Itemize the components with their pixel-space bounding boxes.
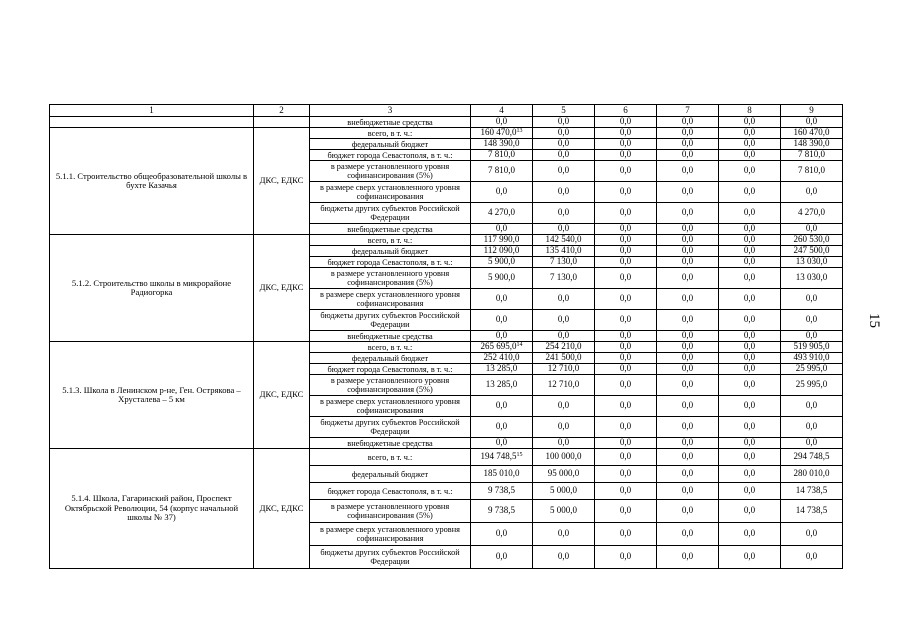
value-cell: 7 810,0: [781, 161, 843, 182]
value-cell: 0,0: [595, 182, 657, 203]
value-cell: 0,0: [657, 396, 719, 417]
value-cell: 160 470,0: [781, 128, 843, 139]
value-cell: 260 530,0: [781, 235, 843, 246]
value-cell: 0,0: [657, 150, 719, 161]
value-cell: 294 748,5: [781, 449, 843, 466]
value-cell: 0,0: [657, 310, 719, 331]
value-cell: 0,0: [533, 203, 595, 224]
value-cell: 0,0: [657, 546, 719, 569]
value-cell: 0,0: [719, 117, 781, 128]
value-cell: 7 810,0: [781, 150, 843, 161]
source-label: бюджет города Севастополя, в т. ч.:: [310, 483, 471, 500]
value-cell: 5 900,0: [471, 257, 533, 268]
value-cell: 14 738,5: [781, 483, 843, 500]
source-label: в размере сверх установленного уровня софинансирования: [310, 523, 471, 546]
value-cell: 0,0: [719, 353, 781, 364]
value-cell: 0,0: [719, 182, 781, 203]
value-cell: 148 390,0: [781, 139, 843, 150]
column-header: 6: [595, 105, 657, 117]
value-cell: 0,0: [533, 438, 595, 449]
source-label: в размере установленного уровня софинансирования (5%): [310, 268, 471, 289]
column-header: 5: [533, 105, 595, 117]
value-cell: 0,0: [533, 546, 595, 569]
value-cell: 0,0: [781, 438, 843, 449]
value-cell: 0,0: [781, 523, 843, 546]
executor: ДКС, ЕДКС: [254, 235, 310, 342]
value-cell: 0,0: [595, 546, 657, 569]
value-cell: 4 270,0: [781, 203, 843, 224]
value-cell: 0,0: [657, 139, 719, 150]
value-cell: 265 695,0$^{14}$: [471, 342, 533, 353]
value-cell: 5 000,0: [533, 483, 595, 500]
value-cell: 0,0: [595, 342, 657, 353]
value-cell: 0,0: [595, 396, 657, 417]
value-cell: 0,0: [719, 203, 781, 224]
value-cell: 0,0: [657, 364, 719, 375]
value-cell: 247 500,0: [781, 246, 843, 257]
value-cell: 0,0: [471, 396, 533, 417]
value-cell: 0,0: [657, 353, 719, 364]
value-cell: 142 540,0: [533, 235, 595, 246]
value-cell: 0,0: [719, 500, 781, 523]
value-cell: 135 410,0: [533, 246, 595, 257]
value-cell: 0,0: [471, 182, 533, 203]
column-header: 7: [657, 105, 719, 117]
value-cell: 0,0: [533, 331, 595, 342]
value-cell: 241 500,0: [533, 353, 595, 364]
value-cell: 0,0: [595, 500, 657, 523]
source-label: бюджеты других субъектов Российской Федерации: [310, 310, 471, 331]
executor: ДКС, ЕДКС: [254, 128, 310, 235]
value-cell: 5 900,0: [471, 268, 533, 289]
value-cell: 0,0: [533, 523, 595, 546]
value-cell: 7 810,0: [471, 161, 533, 182]
value-cell: 0,0: [471, 310, 533, 331]
value-cell: 0,0: [719, 224, 781, 235]
value-cell: 0,0: [719, 289, 781, 310]
value-cell: 0,0: [719, 375, 781, 396]
source-label: всего, в т. ч.:: [310, 449, 471, 466]
source-label: внебюджетные средства: [310, 438, 471, 449]
value-cell: 0,0: [719, 449, 781, 466]
source-label: в размере установленного уровня софинансирования (5%): [310, 375, 471, 396]
value-cell: 0,0: [595, 224, 657, 235]
project-cell: [50, 117, 254, 128]
column-header: 1: [50, 105, 254, 117]
value-cell: 0,0: [719, 128, 781, 139]
value-cell: 0,0: [781, 289, 843, 310]
source-label: бюджеты других субъектов Российской Федерации: [310, 546, 471, 569]
source-label: всего, в т. ч.:: [310, 342, 471, 353]
value-cell: 13 030,0: [781, 257, 843, 268]
source-label: внебюджетные средства: [310, 331, 471, 342]
executor: ДКС, ЕДКС: [254, 342, 310, 449]
value-cell: 0,0: [595, 128, 657, 139]
value-cell: 0,0: [657, 235, 719, 246]
value-cell: 0,0: [533, 396, 595, 417]
source-label: федеральный бюджет: [310, 353, 471, 364]
footnote-ref: 15: [516, 452, 523, 459]
value-cell: 0,0: [657, 289, 719, 310]
value-cell: 25 995,0: [781, 364, 843, 375]
value-cell: 0,0: [595, 203, 657, 224]
value-cell: 0,0: [471, 523, 533, 546]
source-label: федеральный бюджет: [310, 466, 471, 483]
value-cell: 0,0: [595, 289, 657, 310]
value-cell: 0,0: [657, 257, 719, 268]
executor: ДКС, ЕДКС: [254, 449, 310, 569]
value-cell: 252 410,0: [471, 353, 533, 364]
source-label: бюджет города Севастополя, в т. ч.:: [310, 364, 471, 375]
source-label: в размере сверх установленного уровня софинансирования: [310, 289, 471, 310]
column-header: 4: [471, 105, 533, 117]
value-cell: 148 390,0: [471, 139, 533, 150]
value-cell: 0,0: [595, 353, 657, 364]
value-cell: 0,0: [657, 128, 719, 139]
value-cell: 12 710,0: [533, 375, 595, 396]
value-cell: 5 000,0: [533, 500, 595, 523]
value-cell: 25 995,0: [781, 375, 843, 396]
value-cell: 0,0: [595, 483, 657, 500]
value-cell: 0,0: [471, 117, 533, 128]
footnote-ref: 14: [516, 342, 523, 349]
source-label: бюджеты других субъектов Российской Федерации: [310, 203, 471, 224]
value-cell: 0,0: [719, 139, 781, 150]
header-row: [50, 105, 843, 117]
value-cell: 0,0: [533, 139, 595, 150]
value-cell: 100 000,0: [533, 449, 595, 466]
value-cell: 95 000,0: [533, 466, 595, 483]
value-cell: 7 130,0: [533, 268, 595, 289]
value-cell: 0,0: [657, 161, 719, 182]
value-cell: 0,0: [533, 310, 595, 331]
table-row: [50, 449, 843, 466]
value-cell: 0,0: [595, 257, 657, 268]
value-cell: 254 210,0: [533, 342, 595, 353]
value-cell: 0,0: [595, 466, 657, 483]
value-cell: 0,0: [719, 161, 781, 182]
project-name: 5.1.4. Школа, Гагаринский район, Проспект Октябрьской Революции, 54 (корпус начальной школы № 37): [50, 449, 254, 569]
value-cell: 0,0: [533, 161, 595, 182]
value-cell: 7 130,0: [533, 257, 595, 268]
value-cell: 0,0: [781, 224, 843, 235]
value-cell: 0,0: [595, 449, 657, 466]
value-cell: 0,0: [595, 161, 657, 182]
source-label: федеральный бюджет: [310, 246, 471, 257]
value-cell: 4 270,0: [471, 203, 533, 224]
source-label: всего, в т. ч.:: [310, 128, 471, 139]
value-cell: 0,0: [533, 182, 595, 203]
value-cell: 185 010,0: [471, 466, 533, 483]
value-cell: 0,0: [719, 523, 781, 546]
table-row: [50, 128, 843, 139]
project-name: 5.1.1. Строительство общеобразовательной школы в бухте Казачья: [50, 128, 254, 235]
value-cell: 0,0: [719, 546, 781, 569]
value-cell: 493 910,0: [781, 353, 843, 364]
footnote-ref: 13: [516, 128, 523, 135]
value-cell: 194 748,5$^{15}$: [471, 449, 533, 466]
value-cell: 0,0: [595, 364, 657, 375]
column-header: 2: [254, 105, 310, 117]
value-cell: 0,0: [657, 500, 719, 523]
value-cell: 280 010,0: [781, 466, 843, 483]
value-cell: 12 710,0: [533, 364, 595, 375]
source-label: бюджет города Севастополя, в т. ч.:: [310, 257, 471, 268]
value-cell: 0,0: [595, 523, 657, 546]
column-header: 9: [781, 105, 843, 117]
value-cell: 0,0: [657, 449, 719, 466]
value-cell: 0,0: [657, 331, 719, 342]
value-cell: 13 285,0: [471, 364, 533, 375]
value-cell: 0,0: [781, 310, 843, 331]
source-label: всего, в т. ч.:: [310, 235, 471, 246]
value-cell: 0,0: [657, 523, 719, 546]
value-cell: 0,0: [533, 224, 595, 235]
value-cell: 117 990,0: [471, 235, 533, 246]
value-cell: 0,0: [719, 150, 781, 161]
value-cell: 0,0: [781, 417, 843, 438]
value-cell: 0,0: [657, 182, 719, 203]
value-cell: 0,0: [533, 150, 595, 161]
value-cell: 0,0: [719, 342, 781, 353]
value-cell: 0,0: [657, 224, 719, 235]
value-cell: 0,0: [781, 331, 843, 342]
value-cell: 0,0: [719, 466, 781, 483]
value-cell: 0,0: [657, 417, 719, 438]
value-cell: 0,0: [657, 466, 719, 483]
value-cell: 0,0: [657, 483, 719, 500]
value-cell: 0,0: [657, 246, 719, 257]
budget-table: [49, 104, 843, 569]
value-cell: 0,0: [781, 182, 843, 203]
value-cell: 0,0: [781, 546, 843, 569]
value-cell: 0,0: [595, 268, 657, 289]
value-cell: 0,0: [719, 438, 781, 449]
executor-cell: [254, 117, 310, 128]
value-cell: 0,0: [719, 364, 781, 375]
source-label: федеральный бюджет: [310, 139, 471, 150]
column-header: 3: [310, 105, 471, 117]
value-cell: 0,0: [595, 150, 657, 161]
value-cell: 0,0: [471, 417, 533, 438]
value-cell: 0,0: [719, 396, 781, 417]
value-cell: 0,0: [781, 396, 843, 417]
value-cell: 0,0: [595, 310, 657, 331]
value-cell: 0,0: [657, 375, 719, 396]
value-cell: 0,0: [533, 128, 595, 139]
value-cell: 0,0: [657, 438, 719, 449]
page-number: 15: [866, 313, 882, 328]
value-cell: 0,0: [719, 235, 781, 246]
value-cell: 0,0: [719, 483, 781, 500]
value-cell: 0,0: [719, 331, 781, 342]
value-cell: 0,0: [471, 546, 533, 569]
value-cell: 0,0: [719, 246, 781, 257]
source-label: внебюджетные средства: [310, 224, 471, 235]
source-label: в размере сверх установленного уровня софинансирования: [310, 182, 471, 203]
column-header: 8: [719, 105, 781, 117]
value-cell: 519 905,0: [781, 342, 843, 353]
value-cell: 13 285,0: [471, 375, 533, 396]
value-cell: 0,0: [657, 117, 719, 128]
value-cell: 0,0: [595, 375, 657, 396]
source-label: внебюджетные средства: [310, 117, 471, 128]
source-label: в размере сверх установленного уровня софинансирования: [310, 396, 471, 417]
value-cell: 0,0: [595, 139, 657, 150]
source-label: в размере установленного уровня софинансирования (5%): [310, 500, 471, 523]
value-cell: 0,0: [657, 203, 719, 224]
value-cell: 0,0: [533, 117, 595, 128]
source-label: бюджеты других субъектов Российской Федерации: [310, 417, 471, 438]
value-cell: 0,0: [533, 289, 595, 310]
value-cell: 0,0: [719, 257, 781, 268]
table-row: [50, 342, 843, 353]
table-row: [50, 117, 843, 128]
value-cell: 112 090,0: [471, 246, 533, 257]
value-cell: 0,0: [595, 417, 657, 438]
value-cell: 0,0: [595, 331, 657, 342]
table-row: [50, 235, 843, 246]
value-cell: 0,0: [719, 417, 781, 438]
value-cell: 0,0: [657, 342, 719, 353]
source-label: в размере установленного уровня софинансирования (5%): [310, 161, 471, 182]
source-label: бюджет города Севастополя, в т. ч.:: [310, 150, 471, 161]
value-cell: 0,0: [471, 224, 533, 235]
value-cell: 0,0: [719, 310, 781, 331]
value-cell: 0,0: [471, 331, 533, 342]
value-cell: 13 030,0: [781, 268, 843, 289]
project-name: 5.1.2. Строительство школы в микрорайоне Радиогорка: [50, 235, 254, 342]
value-cell: 0,0: [595, 235, 657, 246]
value-cell: 0,0: [595, 246, 657, 257]
value-cell: 0,0: [595, 117, 657, 128]
value-cell: 0,0: [595, 438, 657, 449]
value-cell: 0,0: [719, 268, 781, 289]
value-cell: 14 738,5: [781, 500, 843, 523]
value-cell: 0,0: [781, 117, 843, 128]
value-cell: 0,0: [657, 268, 719, 289]
value-cell: 0,0: [471, 438, 533, 449]
project-name: 5.1.3. Школа в Ленинском р-не, Ген. Острякова – Хрусталева – 5 км: [50, 342, 254, 449]
value-cell: 160 470,0$^{13}$: [471, 128, 533, 139]
value-cell: 9 738,5: [471, 483, 533, 500]
value-cell: 7 810,0: [471, 150, 533, 161]
value-cell: 0,0: [471, 289, 533, 310]
value-cell: 0,0: [533, 417, 595, 438]
value-cell: 9 738,5: [471, 500, 533, 523]
